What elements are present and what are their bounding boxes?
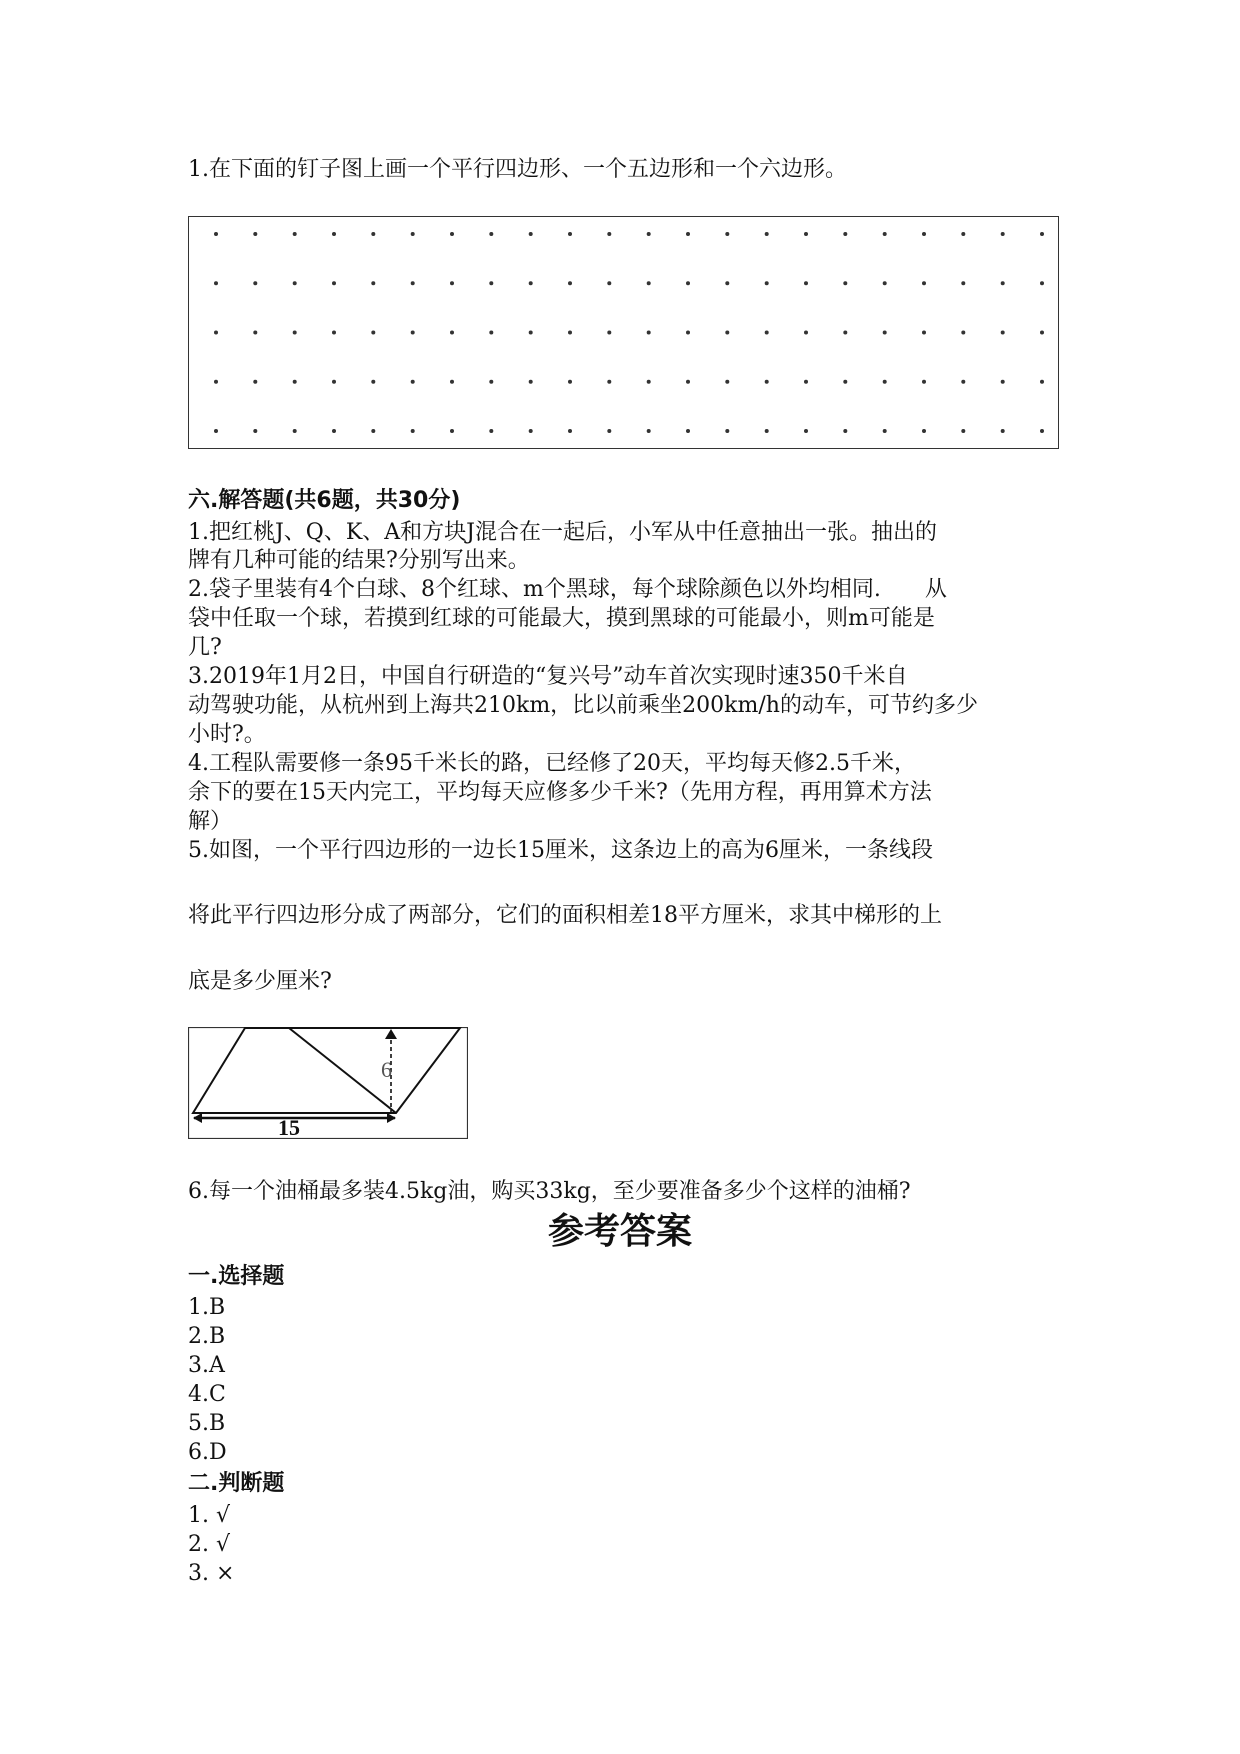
grid-dot — [725, 380, 729, 384]
grid-dot — [214, 429, 218, 433]
problem-4-line-2: 余下的要在15天内完工，平均每天应修多少千米?（先用方程，再用算术方法 — [188, 780, 932, 805]
grid-dot — [450, 281, 454, 285]
grid-dot — [725, 429, 729, 433]
grid-dot — [489, 281, 493, 285]
grid-dot — [647, 380, 651, 384]
base-arrow-right — [387, 1113, 396, 1123]
grid-dot — [883, 331, 887, 335]
grid-dot — [411, 281, 415, 285]
grid-dot — [883, 281, 887, 285]
dividing-segment — [289, 1028, 396, 1113]
grid-dot — [529, 429, 533, 433]
grid-dot — [961, 380, 965, 384]
grid-dot — [332, 232, 336, 236]
grid-dot — [922, 380, 926, 384]
problem-3-line-2: 动驾驶功能，从杭州到上海共210km，比以前乘坐200km/h的动车，可节约多少 — [188, 693, 978, 718]
grid-dot — [607, 281, 611, 285]
grid-dot — [686, 380, 690, 384]
question-draw-shapes: 1.在下面的钉子图上画一个平行四边形、一个五边形和一个六边形。 — [188, 157, 847, 182]
grid-dot — [332, 380, 336, 384]
answer-item: 1.B — [188, 1295, 226, 1320]
grid-dot — [804, 429, 808, 433]
answer-item: 2. √ — [188, 1532, 231, 1557]
grid-dot — [647, 281, 651, 285]
grid-dot — [1001, 331, 1005, 335]
grid-dot — [411, 380, 415, 384]
grid-dot — [765, 331, 769, 335]
grid-dot — [883, 232, 887, 236]
grid-dot — [607, 380, 611, 384]
grid-dot — [253, 232, 257, 236]
grid-dot — [961, 429, 965, 433]
grid-dot — [686, 331, 690, 335]
grid-dot — [293, 380, 297, 384]
base-label: 15 — [278, 1115, 300, 1139]
grid-dot — [1001, 281, 1005, 285]
parallelogram-diagram — [188, 1027, 468, 1139]
grid-dot — [961, 281, 965, 285]
grid-dot — [843, 380, 847, 384]
problem-4-line-3: 解） — [188, 809, 233, 834]
grid-dot — [489, 331, 493, 335]
problem-6: 6.每一个油桶最多装4.5kg油，购买33kg，至少要准备多少个这样的油桶? — [188, 1179, 911, 1204]
grid-dot — [253, 380, 257, 384]
grid-dot — [1001, 429, 1005, 433]
grid-dot — [568, 232, 572, 236]
grid-dot — [843, 281, 847, 285]
dot-grid-canvas — [189, 217, 1060, 450]
grid-dot — [332, 281, 336, 285]
grid-dot — [411, 232, 415, 236]
nail-board-dot-grid — [188, 216, 1059, 449]
grid-dot — [883, 429, 887, 433]
height-arrow-head — [385, 1029, 397, 1039]
grid-dot — [253, 281, 257, 285]
parallelogram-figure — [188, 1027, 468, 1139]
section-heading-problems: 六.解答题(共6题，共30分) — [188, 488, 461, 513]
grid-dot — [489, 429, 493, 433]
grid-dot — [371, 331, 375, 335]
base-arrow-left — [193, 1113, 202, 1123]
grid-dot — [489, 380, 493, 384]
problem-1-line-2: 牌有几种可能的结果?分别写出来。 — [188, 548, 530, 573]
grid-dot — [725, 331, 729, 335]
grid-dot — [804, 331, 808, 335]
grid-dot — [568, 380, 572, 384]
problem-2-line-2: 袋中任取一个球，若摸到红球的可能最大，摸到黑球的可能最小，则m可能是 — [188, 606, 935, 631]
grid-dot — [686, 429, 690, 433]
grid-dot — [489, 232, 493, 236]
grid-dot — [765, 281, 769, 285]
grid-dot — [529, 281, 533, 285]
grid-dot — [293, 281, 297, 285]
grid-dot — [332, 331, 336, 335]
problem-5-line-1: 5.如图，一个平行四边形的一边长15厘米，这条边上的高为6厘米，一条线段 — [188, 838, 933, 863]
grid-dot — [1040, 232, 1044, 236]
grid-dot — [371, 232, 375, 236]
grid-dot — [529, 380, 533, 384]
answer-item: 6.D — [188, 1440, 227, 1465]
grid-dot — [450, 380, 454, 384]
answer-item: 4.C — [188, 1382, 226, 1407]
grid-dot — [804, 380, 808, 384]
grid-dot — [607, 429, 611, 433]
answers-title: 参考答案 — [547, 1211, 692, 1252]
answer-item: 3.A — [188, 1353, 225, 1378]
problem-1-line-1: 1.把红桃J、Q、K、A和方块J混合在一起后，小军从中任意抽出一张。抽出的 — [188, 520, 937, 545]
height-label: 6 — [381, 1057, 392, 1082]
grid-dot — [765, 232, 769, 236]
grid-dot — [1040, 281, 1044, 285]
grid-dot — [765, 380, 769, 384]
grid-dot — [1001, 380, 1005, 384]
grid-dot — [214, 380, 218, 384]
grid-dot — [922, 429, 926, 433]
problem-5-line-2: 将此平行四边形分成了两部分，它们的面积相差18平方厘米，求其中梯形的上 — [188, 903, 942, 928]
grid-dot — [214, 281, 218, 285]
answer-item: 2.B — [188, 1324, 226, 1349]
grid-dot — [371, 429, 375, 433]
grid-dot — [607, 232, 611, 236]
grid-dot — [253, 331, 257, 335]
grid-dot — [843, 429, 847, 433]
grid-dot — [647, 232, 651, 236]
grid-dot — [214, 331, 218, 335]
grid-dot — [450, 232, 454, 236]
problem-4-line-1: 4.工程队需要修一条95千米长的路，已经修了20天，平均每天修2.5千米， — [188, 751, 916, 776]
grid-dot — [332, 429, 336, 433]
grid-dot — [450, 429, 454, 433]
grid-dot — [686, 232, 690, 236]
grid-dot — [1040, 331, 1044, 335]
grid-dot — [686, 281, 690, 285]
grid-dot — [371, 281, 375, 285]
grid-dot — [647, 331, 651, 335]
grid-dot — [922, 331, 926, 335]
parallelogram-outline — [193, 1028, 460, 1113]
grid-dot — [568, 429, 572, 433]
grid-dot — [371, 380, 375, 384]
grid-dot — [804, 232, 808, 236]
answer-item: 1. √ — [188, 1503, 231, 1528]
grid-dot — [804, 281, 808, 285]
grid-dot — [253, 429, 257, 433]
problem-3-line-1: 3.2019年1月2日，中国自行研造的“复兴号”动车首次实现时速350千米自 — [188, 664, 908, 689]
problem-2-line-3: 几? — [188, 635, 222, 660]
grid-dot — [568, 281, 572, 285]
grid-dot — [293, 232, 297, 236]
grid-dot — [961, 232, 965, 236]
grid-dot — [961, 331, 965, 335]
answers-part1-heading: 一.选择题 — [188, 1264, 285, 1289]
grid-dot — [529, 331, 533, 335]
answer-item: 5.B — [188, 1411, 226, 1436]
grid-dot — [883, 380, 887, 384]
grid-dot — [843, 232, 847, 236]
grid-dot — [843, 331, 847, 335]
grid-dot — [922, 232, 926, 236]
grid-dot — [411, 331, 415, 335]
grid-dot — [607, 331, 611, 335]
grid-dot — [725, 232, 729, 236]
answer-item: 3. × — [188, 1561, 235, 1586]
grid-dot — [765, 429, 769, 433]
grid-dot — [1040, 429, 1044, 433]
grid-dot — [725, 281, 729, 285]
figure-frame — [189, 1028, 468, 1139]
grid-dot — [529, 232, 533, 236]
answers-part2-heading: 二.判断题 — [188, 1471, 285, 1496]
problem-5-line-3: 底是多少厘米? — [188, 969, 332, 994]
grid-dot — [214, 232, 218, 236]
grid-dot — [293, 429, 297, 433]
grid-dot — [647, 429, 651, 433]
grid-dot — [411, 429, 415, 433]
grid-dot — [922, 281, 926, 285]
grid-dot — [568, 331, 572, 335]
problem-3-line-3: 小时?。 — [188, 722, 266, 747]
grid-dot — [1040, 380, 1044, 384]
grid-dot — [1001, 232, 1005, 236]
problem-2-line-1: 2.袋子里装有4个白球、8个红球、m个黑球，每个球除颜色以外均相同. 从 — [188, 577, 947, 602]
grid-dot — [293, 331, 297, 335]
grid-dot — [450, 331, 454, 335]
